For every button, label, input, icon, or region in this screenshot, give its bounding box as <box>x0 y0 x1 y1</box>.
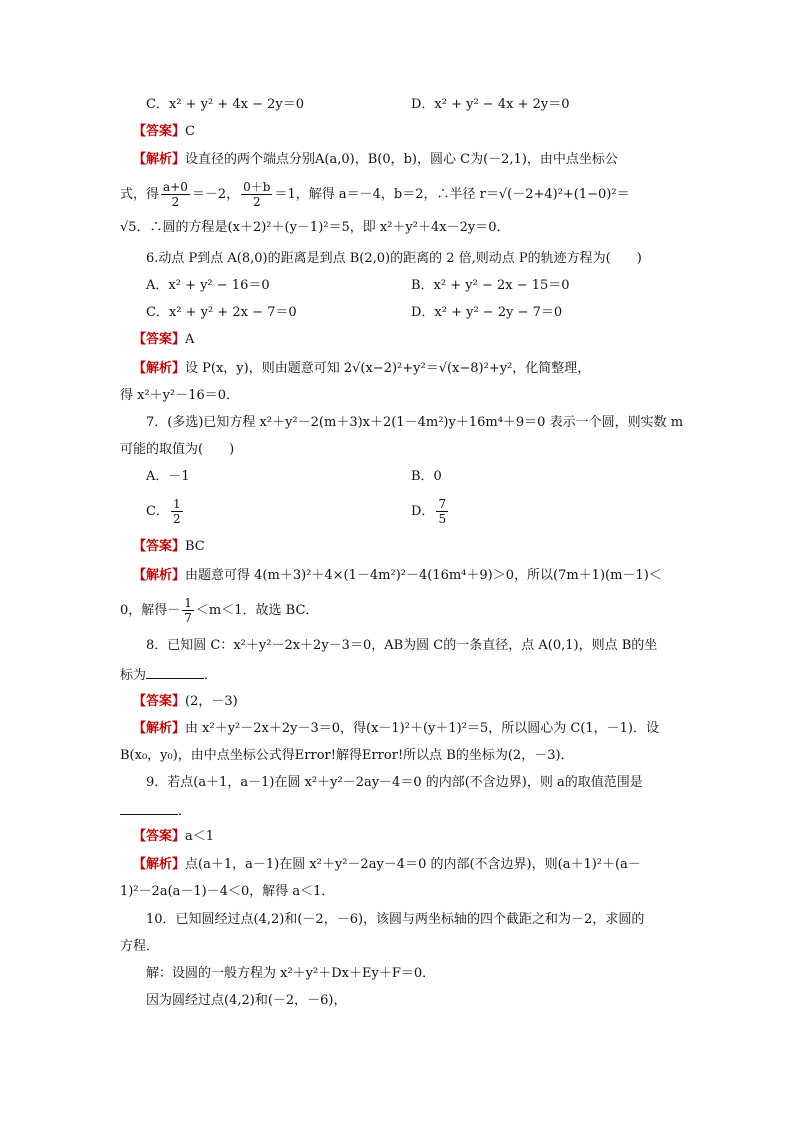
fraction-numerator: 0＋b <box>243 180 271 194</box>
q6-stem: 6.动点 P到点 A(8,0)的距离是到点 B(2,0)的距离的 2 倍,则动点 P的轨迹方程为( ) <box>146 251 642 266</box>
fraction <box>161 180 190 209</box>
q9-answer <box>133 827 693 847</box>
fraction <box>436 497 448 526</box>
q8-answer <box>133 692 693 712</box>
analysis-text: ＝－2， <box>191 187 240 202</box>
analysis-tag: 【解析】 <box>133 568 186 583</box>
q5-answer <box>133 122 693 142</box>
fraction-numerator: 1 <box>184 596 192 610</box>
stem-text: ． <box>204 668 218 683</box>
analysis-text: ＝1，解得 a＝－4，b＝2，∴半径 r＝√(－2+4)²+(1−0)²＝ <box>274 187 630 202</box>
analysis-text: 设直径的两个端点分别A(a,0)，B(0，b)，圆心 C为(－2,1)，由中点坐标公 <box>185 152 618 167</box>
q5-analysis-line-1 <box>133 150 693 170</box>
q5-option-c: C．x² + y² + 4x − 2y＝0 <box>146 97 305 112</box>
q9-stem-line-2 <box>120 800 680 822</box>
analysis-tag: 【解析】 <box>133 857 186 872</box>
answer-value: A <box>185 332 195 347</box>
stem-text: ． <box>178 804 192 819</box>
q7-option-b: B．0 <box>411 469 442 484</box>
analysis-text: 设 P(x，y)，则由题意可知 2√(x−2)²+y²＝√(x−8)²+y²，化简整理， <box>185 361 591 376</box>
answer-value: a＜1 <box>185 829 215 844</box>
q6-option-d: D．x² + y² − 2y − 7＝0 <box>411 305 563 320</box>
q10-solution-line-1: 解：设圆的一般方程为 x²＋y²＋Dx＋Ey＋F＝0． <box>146 966 436 981</box>
answer-tag: 【答案】 <box>133 332 186 347</box>
option-label: C． <box>146 504 169 519</box>
fraction <box>171 497 183 526</box>
analysis-tag: 【解析】 <box>133 361 186 376</box>
fraction-denominator: 2 <box>172 512 181 526</box>
q10-solution-line-2: 因为圆经过点(4,2)和(－2，－6)， <box>146 993 347 1008</box>
q8-analysis-line-2: B(x₀，y₀)，由中点坐标公式得Error!解得Error!所以点 B的坐标为(2，－3)． <box>120 748 574 763</box>
q7-answer <box>133 537 693 557</box>
answer-blank <box>146 664 204 679</box>
q9-stem-line-1: 9．若点(a＋1，a－1)在圆 x²＋y²－2ay－4＝0 的内部(不含边界)，则 a的取值范围是 <box>146 775 643 790</box>
answer-value: (2，－3) <box>185 694 238 709</box>
answer-value: C <box>185 124 195 139</box>
fraction-denominator: 5 <box>438 512 447 526</box>
answer-tag: 【答案】 <box>133 694 186 709</box>
fraction-denominator: 2 <box>171 195 180 209</box>
analysis-text: 式，得 <box>120 187 160 202</box>
q6-answer <box>133 330 693 350</box>
analysis-text: 点(a＋1，a－1)在圆 x²＋y²－2ay－4＝0 的内部(不含边界)，则(a＋1)²＋(a－ <box>185 857 641 872</box>
analysis-tag: 【解析】 <box>133 152 186 167</box>
q7-option-c <box>146 497 185 526</box>
q9-analysis-line-1 <box>133 855 693 875</box>
fraction-denominator: 2 <box>252 195 261 209</box>
analysis-text: ＜m＜1．故选 BC． <box>195 603 319 618</box>
answer-tag: 【答案】 <box>133 539 186 554</box>
q7-option-d <box>411 497 450 526</box>
fraction <box>241 180 272 209</box>
analysis-tag: 【解析】 <box>133 721 186 736</box>
q8-stem-line-1: 8．已知圆 C：x²＋y²－2x＋2y－3＝0，AB为圆 C的一条直径，点 A(0,1)，则点 B的坐 <box>146 638 658 653</box>
analysis-text: 由题意可得 4(m＋3)²＋4×(1－4m²)²－4(16m⁴＋9)＞0，所以(7m＋1)(m－1)＜ <box>185 568 662 583</box>
q6-option-a: A．x² + y² − 16＝0 <box>146 278 270 293</box>
stem-text: 标为 <box>120 668 147 683</box>
q5-analysis-line-3: √5．∴圆的方程是(x＋2)²＋(y－1)²＝5，即 x²＋y²＋4x－2y＝0． <box>120 220 510 235</box>
q7-stem-line-1: 7．(多选)已知方程 x²＋y²－2(m＋3)x＋2(1－4m²)y＋16m⁴＋9＝0 表示一个圆，则实数 m <box>146 415 684 430</box>
analysis-text: 0，解得－ <box>120 603 181 618</box>
q9-analysis-line-2: 1)²－2a(a－1)－4＜0，解得 a＜1． <box>120 884 335 899</box>
fraction <box>182 596 194 625</box>
answer-tag: 【答案】 <box>133 124 186 139</box>
answer-tag: 【答案】 <box>133 829 186 844</box>
answer-value: BC <box>185 539 205 554</box>
q7-analysis-line-1 <box>133 566 693 586</box>
q6-option-c: C．x² + y² + 2x − 7＝0 <box>146 305 297 320</box>
q6-analysis-line-1 <box>133 359 693 379</box>
option-label: D． <box>411 504 435 519</box>
answer-blank <box>120 800 178 815</box>
q7-analysis-line-2 <box>120 596 680 625</box>
q8-analysis-line-1 <box>133 719 693 739</box>
q8-stem-line-2 <box>120 664 680 686</box>
fraction-denominator: 7 <box>184 611 192 625</box>
q10-stem-line-2: 方程． <box>120 939 160 954</box>
fraction-numerator: a+0 <box>163 180 188 194</box>
q5-option-d: D．x² + y² − 4x + 2y＝0 <box>411 97 570 112</box>
analysis-text: 由 x²＋y²－2x＋2y－3＝0，得(x－1)²＋(y＋1)²＝5，所以圆心为 C(1，－1)．设 <box>185 721 659 736</box>
q6-option-b: B．x² + y² − 2x − 15＝0 <box>411 278 570 293</box>
fraction-numerator: 7 <box>438 497 447 511</box>
q5-analysis-line-2 <box>120 180 680 209</box>
fraction-numerator: 1 <box>172 497 181 511</box>
q6-analysis-line-2: 得 x²＋y²－16＝0． <box>120 388 240 403</box>
q7-stem-line-2: 可能的取值为( ) <box>120 442 235 457</box>
q7-option-a: A．－1 <box>146 469 190 484</box>
q10-stem-line-1: 10．已知圆经过点(4,2)和(－2，－6)，该圆与两坐标轴的四个截距之和为－2，求圆的 <box>146 912 645 927</box>
